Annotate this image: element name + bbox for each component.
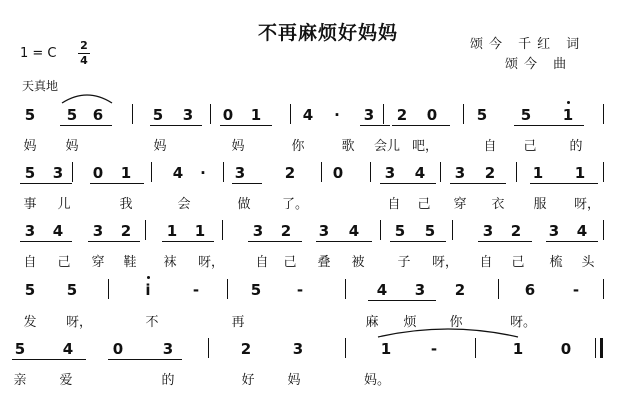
note: 3 [182, 106, 194, 124]
note: 0 [560, 340, 572, 358]
lyric: 呀， [574, 197, 601, 212]
lyric: 呀， [198, 255, 225, 270]
note: 5 [14, 340, 26, 358]
note: 4 [414, 164, 426, 182]
note: 5 [24, 281, 36, 299]
note: 2 [280, 222, 292, 240]
note: 3 [292, 340, 304, 358]
lyric: 穿 [91, 255, 105, 270]
note: 2 [284, 164, 296, 182]
lyric: 鞋 [123, 255, 137, 270]
note: 5 [24, 164, 36, 182]
note: 0 [112, 340, 124, 358]
note: 5 [476, 106, 488, 124]
lyricist-credit: 颂今 千红 词 [470, 37, 586, 52]
lyric: 事 [23, 197, 37, 212]
note: 3 [318, 222, 330, 240]
lyric: 自 [483, 139, 497, 154]
note: 3 [414, 281, 426, 299]
lyric: 己 [511, 255, 525, 270]
note: 1 [166, 222, 178, 240]
note: 1 [250, 106, 262, 124]
note: 3 [384, 164, 396, 182]
note: 1 [574, 164, 586, 182]
note: 0 [92, 164, 104, 182]
note: 5 [66, 106, 78, 124]
lyric: 做 [237, 197, 251, 212]
lyric: 我 [119, 197, 133, 212]
note: 3 [482, 222, 494, 240]
lyric: 呀。 [510, 315, 537, 330]
note: 3 [24, 222, 36, 240]
note: 3 [92, 222, 104, 240]
note: 2 [120, 222, 132, 240]
note: · [334, 106, 340, 124]
lyric: 自 [479, 255, 493, 270]
note: 5 [24, 106, 36, 124]
note: - [296, 281, 304, 299]
lyric: 子 [397, 255, 411, 270]
lyric: 穿 [453, 197, 467, 212]
note: · [200, 164, 206, 182]
note: 2 [396, 106, 408, 124]
note: 5 [520, 106, 532, 124]
lyric: 自 [255, 255, 269, 270]
note: 2 [484, 164, 496, 182]
key-signature: 1 = C [20, 46, 57, 61]
note: - [192, 281, 200, 299]
note: 1 [120, 164, 132, 182]
note: 3 [234, 164, 246, 182]
lyric: 的 [161, 373, 175, 388]
note: 3 [363, 106, 375, 124]
lyric: 己 [283, 255, 297, 270]
lyric: 你 [449, 315, 463, 330]
lyric: 服 [533, 197, 547, 212]
note: 3 [252, 222, 264, 240]
lyric: 头 [581, 255, 595, 270]
lyric: 妈 [287, 373, 301, 388]
composer-credit: 颂今 曲 [505, 57, 573, 72]
note: 6 [92, 106, 104, 124]
lyric: 自 [387, 197, 401, 212]
note: 4 [348, 222, 360, 240]
note: 5 [394, 222, 406, 240]
song-title: 不再麻烦好妈妈 [258, 22, 399, 44]
tempo-mark: 天真地 [22, 79, 59, 93]
note: 2 [510, 222, 522, 240]
lyric: 妈 [65, 139, 79, 154]
note: 2 [240, 340, 252, 358]
note: 0 [332, 164, 344, 182]
lyric: 儿 [57, 197, 71, 212]
note: 3 [52, 164, 64, 182]
lyric: 妈 [23, 139, 37, 154]
lyric: 亲 [13, 373, 27, 388]
lyric: 被 [351, 255, 365, 270]
note: 3 [548, 222, 560, 240]
note: 1 [562, 106, 574, 124]
note: 1 [512, 340, 524, 358]
lyric: 己 [417, 197, 431, 212]
lyric: 麻 [365, 315, 379, 330]
note: 5 [152, 106, 164, 124]
lyric: 梳 [549, 255, 563, 270]
lyric: 的 [569, 139, 583, 154]
lyric: 会儿 [374, 139, 401, 154]
lyric: 妈 [153, 139, 167, 154]
lyric: 袜 [163, 255, 177, 270]
lyric: 己 [57, 255, 71, 270]
lyric: 叠 [317, 255, 331, 270]
lyric: 歌 [341, 139, 355, 154]
lyric: 呀， [66, 315, 93, 330]
lyric: 自 [23, 255, 37, 270]
lyric: 好 [241, 373, 255, 388]
note: 1 [380, 340, 392, 358]
note: 4 [172, 164, 184, 182]
note: 0 [222, 106, 234, 124]
note: - [430, 340, 438, 358]
note: - [572, 281, 580, 299]
lyric: 妈 [231, 139, 245, 154]
lyric: 衣 [491, 197, 505, 212]
time-signature-bottom: 4 [80, 54, 88, 67]
lyric: 发 [23, 315, 37, 330]
note: 6 [524, 281, 536, 299]
lyric: 吧， [412, 139, 439, 154]
note: 3 [162, 340, 174, 358]
lyric: 再 [231, 315, 245, 330]
lyric: 不 [145, 315, 159, 330]
lyric: 妈。 [364, 373, 391, 388]
note: 2 [454, 281, 466, 299]
note: 4 [302, 106, 314, 124]
note: 5 [66, 281, 78, 299]
lyric: 己 [523, 139, 537, 154]
lyric: 会 [177, 197, 191, 212]
note: 0 [426, 106, 438, 124]
note: 1 [194, 222, 206, 240]
note: 1 [532, 164, 544, 182]
lyric: 了。 [282, 197, 309, 212]
lyric: 你 [291, 139, 305, 154]
note: 3 [454, 164, 466, 182]
lyric: 爱 [59, 373, 73, 388]
note: 5 [424, 222, 436, 240]
note: 4 [576, 222, 588, 240]
note: 4 [376, 281, 388, 299]
note: 5 [250, 281, 262, 299]
note: i [145, 281, 151, 299]
lyric: 烦 [403, 315, 417, 330]
lyric: 呀， [432, 255, 459, 270]
time-signature-top: 2 [80, 39, 88, 52]
note: 4 [62, 340, 74, 358]
note: 4 [52, 222, 64, 240]
